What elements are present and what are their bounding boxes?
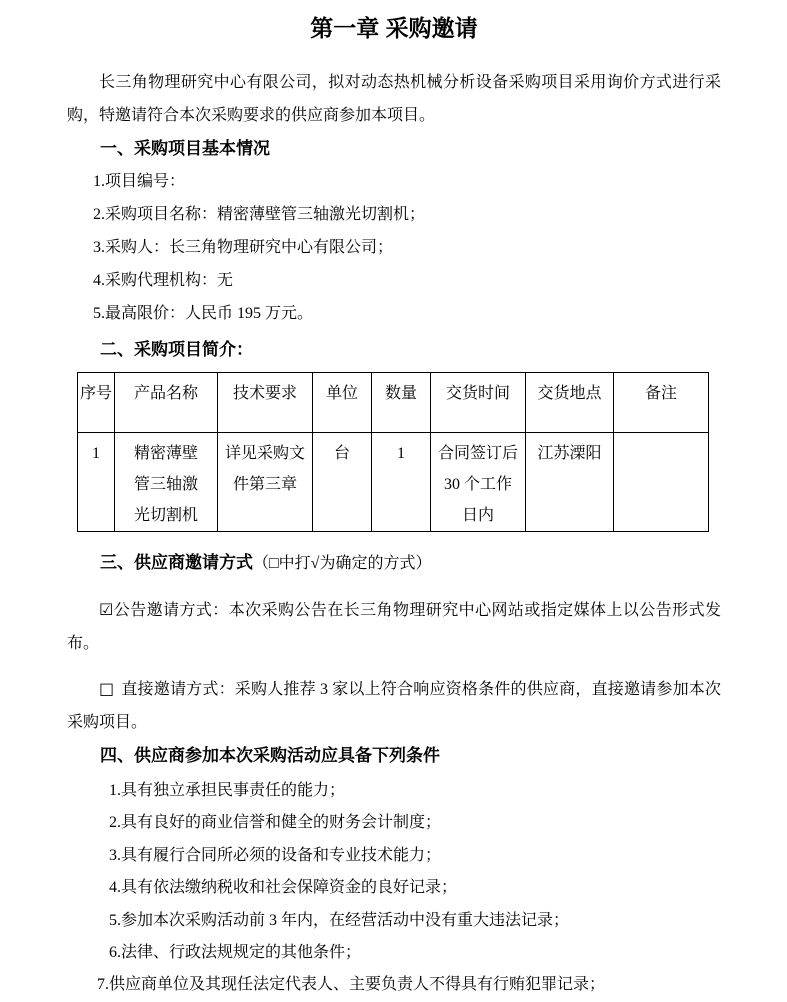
table-header-cell: 单位 xyxy=(313,373,372,433)
section-4-heading: 四、供应商参加本次采购活动应具备下列条件 xyxy=(100,746,440,765)
page-title: 第一章 采购邀请 xyxy=(310,15,478,41)
table-header-cell: 备注 xyxy=(614,373,709,433)
table-header-cell: 数量 xyxy=(372,373,431,433)
invitation-option-announcement xyxy=(67,593,721,660)
section-2-heading: 二、采购项目简介： xyxy=(100,340,253,359)
intro-paragraph: 长三角物理研究中心有限公司，拟对动态热机械分析设备采购项目采用询价方式进行采购，特邀请符合本次采购要求的供应商参加本项目。 xyxy=(67,74,721,124)
procurement-items-table xyxy=(77,372,709,532)
list-item: 4.采购代理机构：无 xyxy=(93,272,234,289)
table-cell-seq: 1 xyxy=(78,433,115,532)
table-header-cell: 序号 xyxy=(78,373,115,433)
list-item: 3.采购人：长三角物理研究中心有限公司； xyxy=(93,239,394,256)
table-header-row xyxy=(78,373,709,433)
option-text: 直接邀请方式：采购人推荐 3 家以上符合响应资格条件的供应商，直接邀请参加本次采购项目。 xyxy=(67,681,721,731)
section-3-heading-note: （□中打√为确定的方式） xyxy=(253,555,432,572)
list-item: 6.法律、行政法规规定的其他条件； xyxy=(109,944,362,962)
table-row xyxy=(78,433,709,532)
project-basic-info-list xyxy=(67,165,721,330)
table-header-cell: 交货时间 xyxy=(431,373,526,433)
table-cell-delivery-time: 合同签订后 30 个工作日内 xyxy=(431,433,526,532)
option-text: 公告邀请方式：本次采购公告在长三角物理研究中心网站或指定媒体上以公告形式发布。 xyxy=(67,602,721,652)
list-item: 5.最高限价：人民币 195 万元。 xyxy=(93,305,314,322)
table-header-cell: 产品名称 xyxy=(115,373,218,433)
list-item: 1.具有独立承担民事责任的能力； xyxy=(109,782,346,799)
list-item: 4.具有依法缴纳税收和社会保障资金的良好记录； xyxy=(109,879,458,897)
list-item: 2.采购项目名称：精密薄壁管三轴激光切割机； xyxy=(93,206,426,223)
section-3-heading xyxy=(100,546,721,580)
list-item: 3.具有履行合同所必须的设备和专业技术能力； xyxy=(109,846,442,864)
table-cell-tech-requirement: 详见采购文件第三章 xyxy=(218,433,313,532)
table-header-cell: 交货地点 xyxy=(526,373,614,433)
table-cell-remark xyxy=(614,433,709,532)
checked-checkbox-icon: ☑ xyxy=(99,600,114,619)
table-cell-product-name: 精密薄壁管三轴激光切割机 xyxy=(115,433,218,532)
table-cell-quantity: 1 xyxy=(372,433,431,532)
invitation-option-direct xyxy=(67,672,721,739)
section-1-heading: 一、采购项目基本情况 xyxy=(100,139,270,158)
unchecked-checkbox-icon: □ xyxy=(99,679,115,698)
table-header-cell: 技术要求 xyxy=(218,373,313,433)
section-3-heading-text: 三、供应商邀请方式 xyxy=(100,553,253,572)
table-cell-unit: 台 xyxy=(313,433,372,532)
list-item: 7.供应商单位及其现任法定代表人、主要负责人不得具有行贿犯罪记录； xyxy=(97,976,606,994)
list-item: 2.具有良好的商业信誉和健全的财务会计制度； xyxy=(109,814,442,832)
list-item: 5.参加本次采购活动前 3 年内，在经营活动中没有重大违法记录； xyxy=(109,911,570,929)
table-cell-delivery-place: 江苏溧阳 xyxy=(526,433,614,532)
list-item: 1.项目编号： xyxy=(93,173,186,190)
supplier-conditions-list xyxy=(67,775,721,1002)
